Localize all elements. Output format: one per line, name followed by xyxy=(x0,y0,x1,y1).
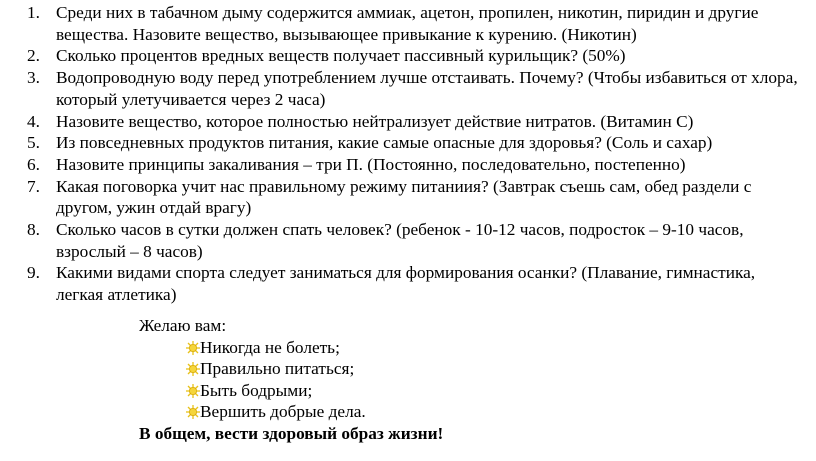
wish-text: Быть бодрыми; xyxy=(200,380,313,400)
wish-item xyxy=(139,401,443,423)
item-number: 2. xyxy=(27,46,40,66)
list-item xyxy=(0,219,800,262)
item-number: 3. xyxy=(27,68,40,88)
sun-icon xyxy=(186,362,200,376)
item-text: Назовите принципы закаливания – три П. (Постоянно, последовательно, постепенно) xyxy=(56,154,686,174)
item-text: Из повседневных продуктов питания, какие самые опасные для здоровья? (Соль и сахар) xyxy=(56,133,713,153)
wish-item xyxy=(139,380,443,402)
wish-item xyxy=(139,358,443,380)
item-text: Водопроводную воду перед употреблением лучше отстаивать. Почему? (Чтобы избавиться от хлора, который улетучивается через 2 часа) xyxy=(56,68,798,109)
item-number: 8. xyxy=(27,220,40,240)
item-number: 7. xyxy=(27,176,40,196)
sun-icon xyxy=(186,384,200,398)
wishes-block xyxy=(139,315,443,444)
item-text: Среди них в табачном дыму содержится аммиак, ацетон, пропилен, никотин, пиридин и другие вещества. Назовите вещество, вызывающее привыкание к курению. (Никотин) xyxy=(56,3,759,44)
wish-text: Вершить добрые дела. xyxy=(200,402,366,421)
wish-text: Никогда не болеть; xyxy=(200,337,340,357)
item-number: 4. xyxy=(27,111,40,131)
sun-icon xyxy=(186,341,200,355)
sun-icon xyxy=(186,405,200,419)
closing-line: В общем, вести здоровый образ жизни! xyxy=(139,423,444,443)
list-item xyxy=(0,67,800,110)
wish-item xyxy=(139,337,443,359)
list-item xyxy=(0,132,800,154)
list-item xyxy=(0,176,800,219)
list-item xyxy=(0,45,800,67)
list-item xyxy=(0,111,800,133)
wishes-intro: Желаю вам: xyxy=(139,316,227,335)
list-item xyxy=(0,2,800,45)
item-text: Какими видами спорта следует заниматься для формирования осанки? (Плавание, гимнастика, легкая атлетика) xyxy=(56,263,756,305)
item-number: 6. xyxy=(27,154,40,174)
item-number: 5. xyxy=(27,133,40,153)
item-number: 1. xyxy=(27,3,40,22)
item-number: 9. xyxy=(27,263,40,283)
item-text: Назовите вещество, которое полностью нейтрализует действие нитратов. (Витамин С) xyxy=(56,111,694,131)
question-list xyxy=(0,2,800,306)
wish-text: Правильно питаться; xyxy=(200,359,355,378)
item-text: Какая поговорка учит нас правильному режиму питаниия? (Завтрак съешь сам, обед раздели с другом, ужин отдай врагу) xyxy=(56,176,752,218)
list-item xyxy=(0,154,800,176)
item-text: Сколько процентов вредных веществ получает пассивный курильщик? (50%) xyxy=(56,46,626,66)
list-item xyxy=(0,262,800,305)
item-text: Сколько часов в сутки должен спать человек? (ребенок - 10-12 часов, подросток – 9-10 часов, взрослый – 8 часов) xyxy=(56,220,744,261)
